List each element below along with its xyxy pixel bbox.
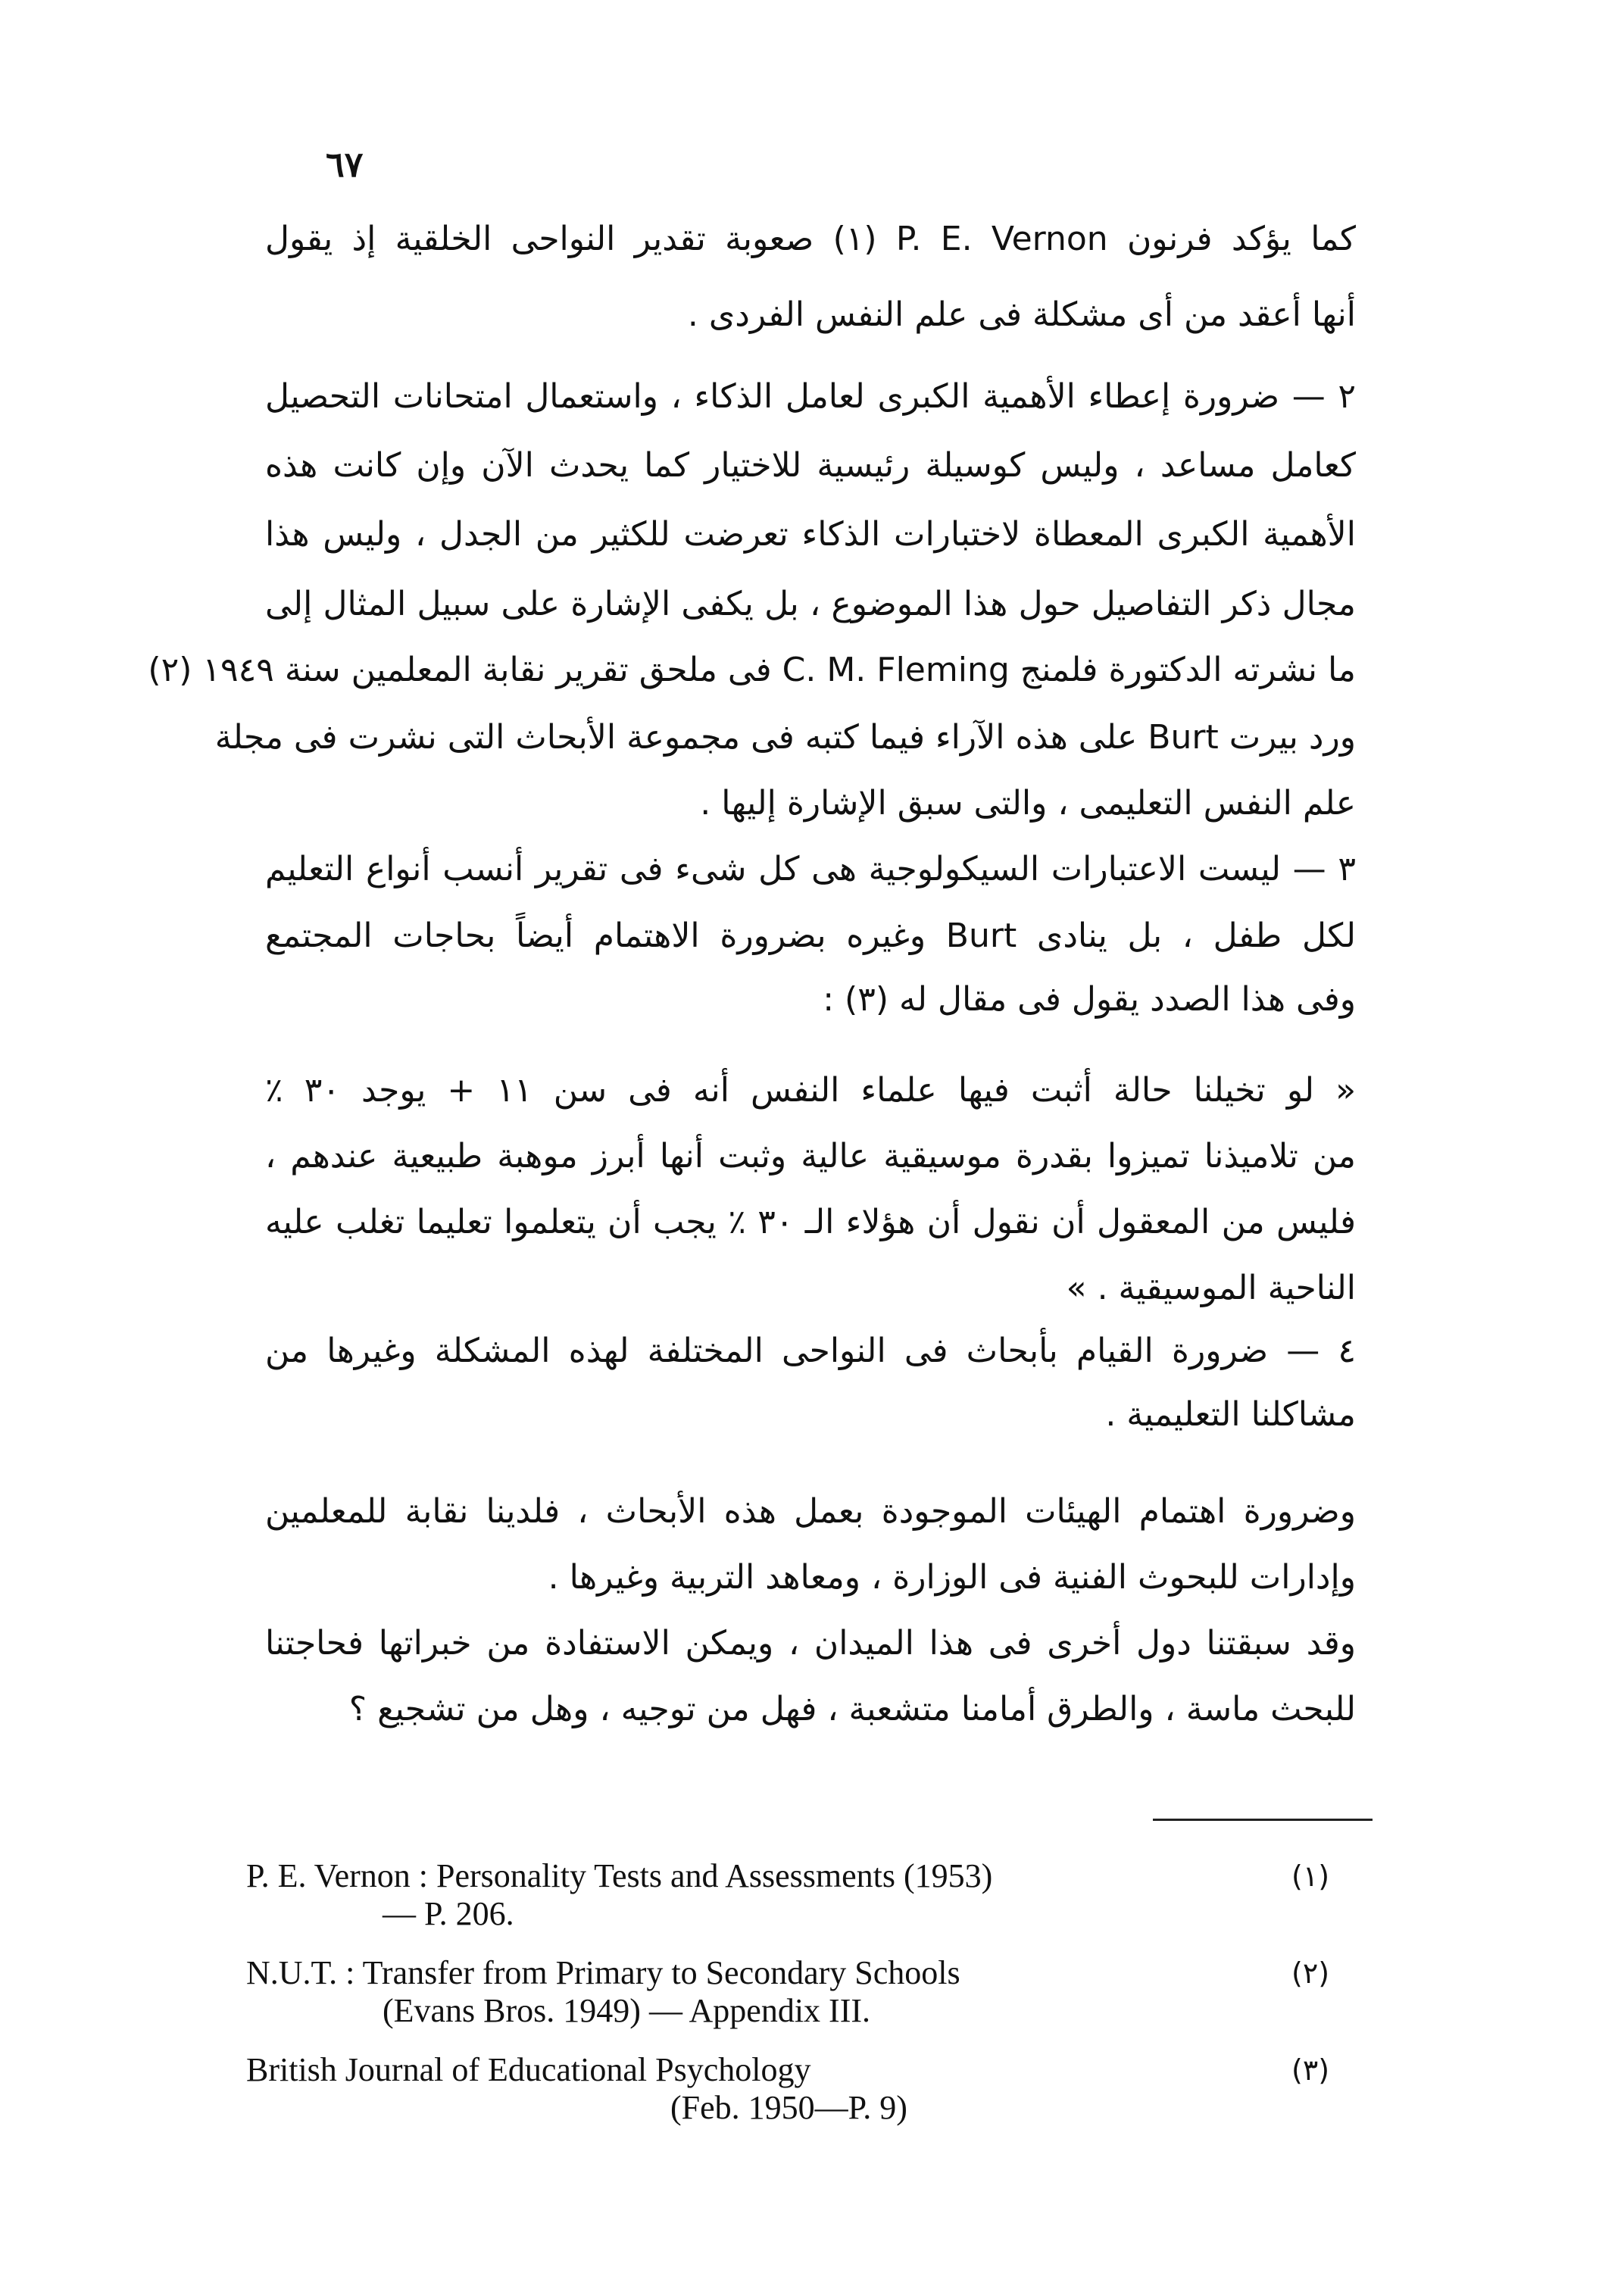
footnote-text: N.U.T. : Transfer from Primary to Secondary Schools	[246, 1954, 960, 1991]
body-line: من تلاميذنا تميزوا بقدرة موسيقية عالية وثبت أنها أبرز موهبة طبيعية عندهم ،	[265, 1137, 1356, 1176]
body-line: الأهمية الكبرى المعطاة لاختبارات الذكاء تعرضت للكثير من الجدل ، وليس هذا	[265, 515, 1356, 554]
body-line: « لو تخيلنا حالة أثبت فيها علماء النفس أنه فى سن ١١ + يوجد ٣٠ ٪	[265, 1071, 1356, 1110]
body-line: وقد سبقتنا دول أخرى فى هذا الميدان ، ويمكن الاستفادة من خبراتها فحاجتنا	[265, 1624, 1356, 1663]
body-line: وضرورة اهتمام الهيئات الموجودة بعمل هذه الأبحاث ، فلدينا نقابة للمعلمين	[265, 1492, 1356, 1531]
body-line: للبحث ماسة ، والطرق أمامنا متشعبة ، فهل من توجيه ، وهل من تشجيع ؟	[348, 1690, 1356, 1728]
body-line: ٣ — ليست الاعتبارات السيكولوجية هى كل شىء فى تقرير أنسب أنواع التعليم	[265, 850, 1356, 888]
body-line: مشاكلنا التعليمية .	[1105, 1395, 1356, 1434]
body-line: وفى هذا الصدد يقول فى مقال له (٣) :	[823, 980, 1356, 1019]
body-line: مجال ذكر التفاصيل حول هذا الموضوع ، بل يكفى الإشارة على سبيل المثال إلى	[265, 585, 1356, 623]
footnote-divider	[1153, 1819, 1373, 1821]
page-number: ٦٧	[326, 144, 364, 185]
footnote-continuation: (Feb. 1950—P. 9)	[670, 2089, 907, 2126]
body-line: كعامل مساعد ، وليس كوسيلة رئيسية للاختيار كما يحدث الآن وإن كانت هذه	[265, 446, 1356, 485]
footnote-number: (١)	[1291, 1860, 1330, 1893]
footnote-number: (٣)	[1291, 2053, 1330, 2087]
body-line: ما نشرته الدكتورة فلمنج C. M. Fleming فى ملحق تقرير نقابة المعلمين سنة ١٩٤٩ (٢)	[148, 651, 1356, 689]
footnote	[246, 1954, 1330, 2030]
body-line: ٤ — ضرورة القيام بأبحاث فى النواحى المختلفة لهذه المشكلة وغيرها من	[265, 1332, 1356, 1370]
body-line: كما يؤكد فرنون P. E. Vernon (١) صعوبة تقدير النواحى الخلقية إذ يقول	[265, 220, 1356, 258]
body-line: الناحية الموسيقية . »	[1066, 1269, 1356, 1307]
body-line: أنها أعقد من أى مشكلة فى علم النفس الفردى .	[687, 295, 1356, 334]
footnote-continuation: — P. 206.	[383, 1895, 514, 1932]
body-line: ورد بيرت Burt على هذه الآراء فيما كتبه فى مجموعة الأبحاث التى نشرت فى مجلة	[214, 718, 1356, 757]
footnote	[246, 2051, 1330, 2127]
body-line: ٢ — ضرورة إعطاء الأهمية الكبرى لعامل الذكاء ، واستعمال امتحانات التحصيل	[265, 377, 1356, 416]
body-line: علم النفس التعليمى ، والتى سبق الإشارة إليها .	[700, 784, 1356, 823]
body-line: فليس من المعقول أن نقول أن هؤلاء الـ ٣٠ ٪ يجب أن يتعلموا تعليما تغلب عليه	[265, 1203, 1356, 1241]
footnote	[246, 1857, 1330, 1933]
footnote-text: P. E. Vernon : Personality Tests and Assessments (1953)	[246, 1857, 993, 1894]
body-line: وإدارات للبحوث الفنية فى الوزارة ، ومعاهد التربية وغيرها .	[548, 1558, 1356, 1597]
footnote-text: British Journal of Educational Psychology	[246, 2051, 811, 2088]
footnote-continuation: (Evans Bros. 1949) — Appendix III.	[383, 1992, 871, 2029]
footnote-number: (٢)	[1291, 1956, 1330, 1990]
body-line: لكل طفل ، بل ينادى Burt وغيره بضرورة الاهتمام أيضاً بحاجات المجتمع	[265, 916, 1356, 955]
